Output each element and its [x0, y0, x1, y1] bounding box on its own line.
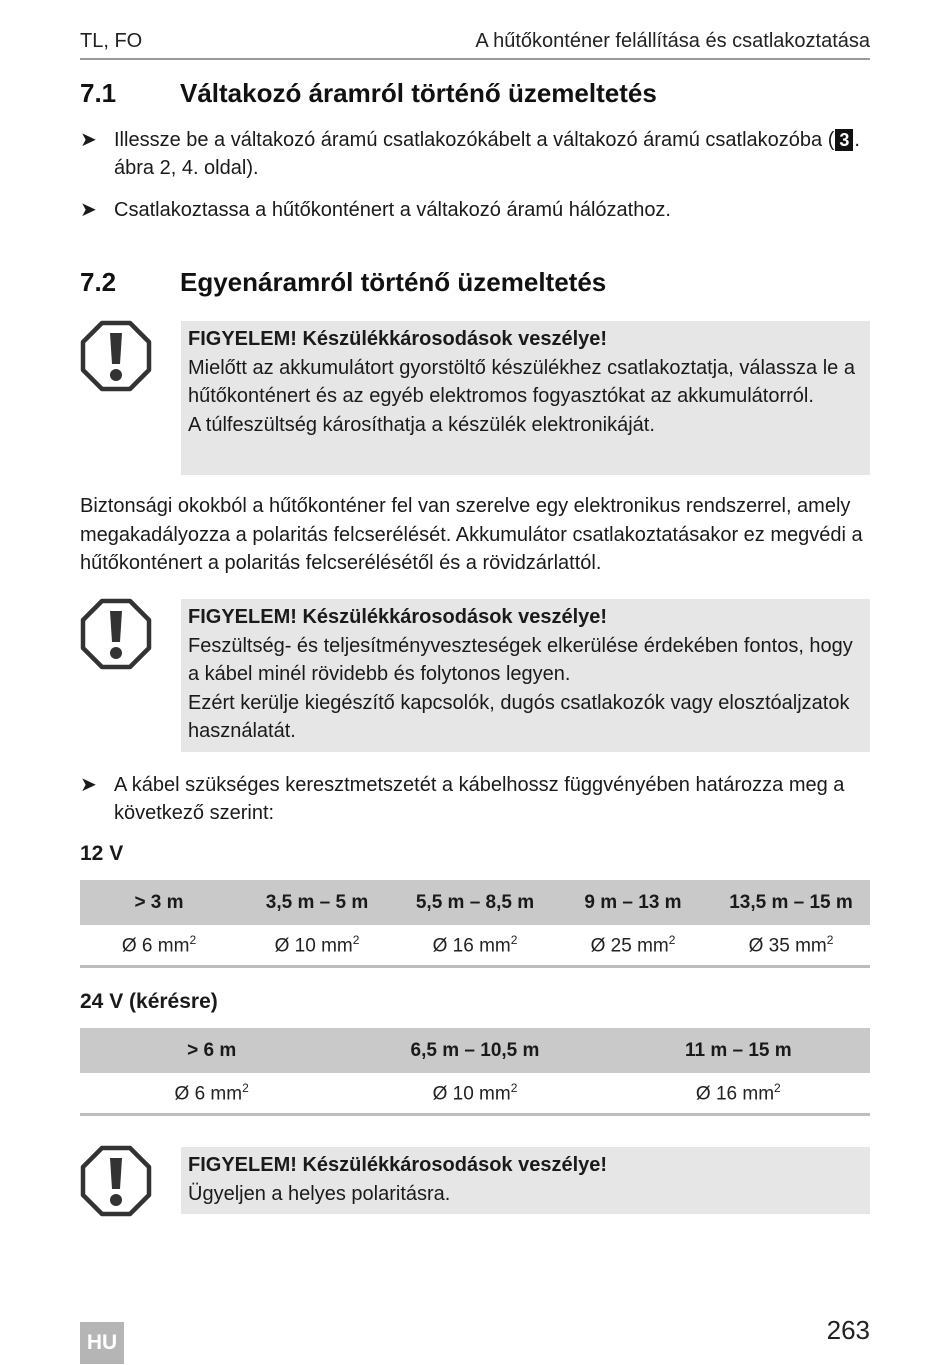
table-cell — [607, 1073, 870, 1115]
section-number: 7.1 — [80, 78, 117, 108]
table-24v-label: 24 V (kérésre) — [80, 990, 218, 1013]
table-cell — [554, 925, 712, 967]
cell-unit-exponent: 2 — [774, 1080, 781, 1095]
section-title: Egyenáramról történő üzemeltetés — [180, 267, 607, 297]
warning-text: Mielőtt az akkumulátort gyorstöltő készülékhez csatlakoztatja, válassza le a hűtőkonténert és az egyéb elektromos fogyasztókat az akkumulátorról. — [188, 356, 855, 407]
section-title: Váltakozó áramról történő üzemeltetés — [180, 78, 657, 108]
cell-unit-exponent: 2 — [826, 932, 834, 947]
warning-notice-box — [181, 321, 870, 475]
instruction-text — [114, 126, 870, 182]
cell-value: Ø 6 mm — [174, 1083, 243, 1105]
table-cell — [238, 925, 396, 967]
warning-text: A túlfeszültség károsíthatja a készülék elektronikáját. — [188, 413, 655, 436]
page-header — [80, 28, 870, 60]
instruction-text: A kábel szükséges keresztmetszetét a kábelhossz függvényében határozza meg a következő szerint: — [114, 774, 845, 824]
table-header-cell: 13,5 m – 15 m — [712, 880, 870, 925]
warning-text: Feszültség- és teljesítményveszteségek elkerülése érdekében fontos, hogy a kábel minél rövidebb és folytonos legyen. — [188, 634, 853, 685]
table-header-cell: 11 m – 15 m — [607, 1028, 870, 1073]
cell-unit-exponent: 2 — [189, 932, 197, 947]
cable-cross-section-table-24v — [80, 1028, 870, 1116]
cell-unit-exponent: 2 — [352, 932, 360, 947]
instruction-text-part: Illessze be a váltakozó áramú csatlakozókábelt a váltakozó áramú csatlakozóba ( — [114, 129, 835, 151]
cell-value: Ø 35 mm — [748, 935, 827, 957]
table-header-cell: > 3 m — [80, 880, 238, 925]
language-badge: HU — [80, 1322, 124, 1364]
table-12v-label: 12 V — [80, 842, 124, 865]
header-product: TL, FO — [80, 30, 143, 52]
warning-octagon-icon — [80, 320, 152, 392]
table-cell — [712, 925, 870, 967]
arrow-bullet-icon: ➤ — [80, 774, 97, 796]
cell-value: Ø 16 mm — [432, 935, 511, 957]
body-paragraph: Biztonsági okokból a hűtőkonténer fel van szerelve egy elektronikus rendszerrel, amely megakadályozza a polaritás felcserélését. Akkumulátor csatlakoztatásakor ez megvédi a hűtőkonténert a polaritás felcserélésétől és a rövidzárlattól. — [80, 495, 863, 574]
warning-notice-box — [181, 1147, 870, 1214]
table-header-cell: 3,5 m – 5 m — [238, 880, 396, 925]
table-header-cell: 9 m – 13 m — [554, 880, 712, 925]
cell-unit-exponent: 2 — [668, 932, 676, 947]
section-number: 7.2 — [80, 267, 117, 297]
table-cell — [343, 1073, 606, 1115]
warning-text: Ügyeljen a helyes polaritásra. — [188, 1182, 451, 1205]
warning-notice-box — [181, 599, 870, 752]
cell-value: Ø 6 mm — [121, 935, 190, 957]
cell-value: Ø 25 mm — [590, 935, 669, 957]
table-cell — [396, 925, 554, 967]
table-row — [80, 1073, 870, 1115]
header-chapter-title: A hűtőkonténer felállítása és csatlakoztatása — [475, 30, 870, 52]
cell-unit-exponent: 2 — [242, 1080, 249, 1095]
table-cell — [80, 1073, 343, 1115]
table-header-row — [80, 1028, 870, 1073]
cell-unit-exponent: 2 — [510, 1080, 518, 1095]
warning-title: FIGYELEM! Készülékkárosodások veszélye! — [188, 328, 608, 350]
arrow-bullet-icon: ➤ — [80, 199, 97, 221]
cell-unit-exponent: 2 — [510, 932, 518, 947]
warning-title: FIGYELEM! Készülékkárosodások veszélye! — [188, 1154, 608, 1176]
warning-octagon-icon — [80, 1145, 152, 1217]
table-cell — [80, 925, 238, 967]
table-row — [80, 925, 870, 967]
cable-cross-section-table-12v — [80, 880, 870, 968]
cell-value: Ø 16 mm — [695, 1083, 775, 1105]
cell-value: Ø 10 mm — [274, 935, 353, 957]
table-header-row — [80, 880, 870, 925]
cell-value: Ø 10 mm — [432, 1083, 511, 1105]
arrow-bullet-icon: ➤ — [80, 129, 97, 151]
table-header-cell: > 6 m — [80, 1028, 343, 1073]
warning-title: FIGYELEM! Készülékkárosodások veszélye! — [188, 606, 608, 628]
table-header-cell: 6,5 m – 10,5 m — [343, 1028, 606, 1073]
warning-text: Ezért kerülje kiegészítő kapcsolók, dugós csatlakozók vagy elosztóaljzatok használatát. — [188, 691, 850, 742]
warning-octagon-icon — [80, 598, 152, 670]
instruction-text: Csatlakoztassa a hűtőkonténert a váltakozó áramú hálózathoz. — [114, 199, 671, 221]
page-number: 263 — [826, 1315, 870, 1345]
figure-reference-badge: 3 — [835, 129, 853, 151]
instruction-text-part: . ábra 2, 4. oldal). — [114, 129, 860, 179]
table-header-cell: 5,5 m – 8,5 m — [396, 880, 554, 925]
